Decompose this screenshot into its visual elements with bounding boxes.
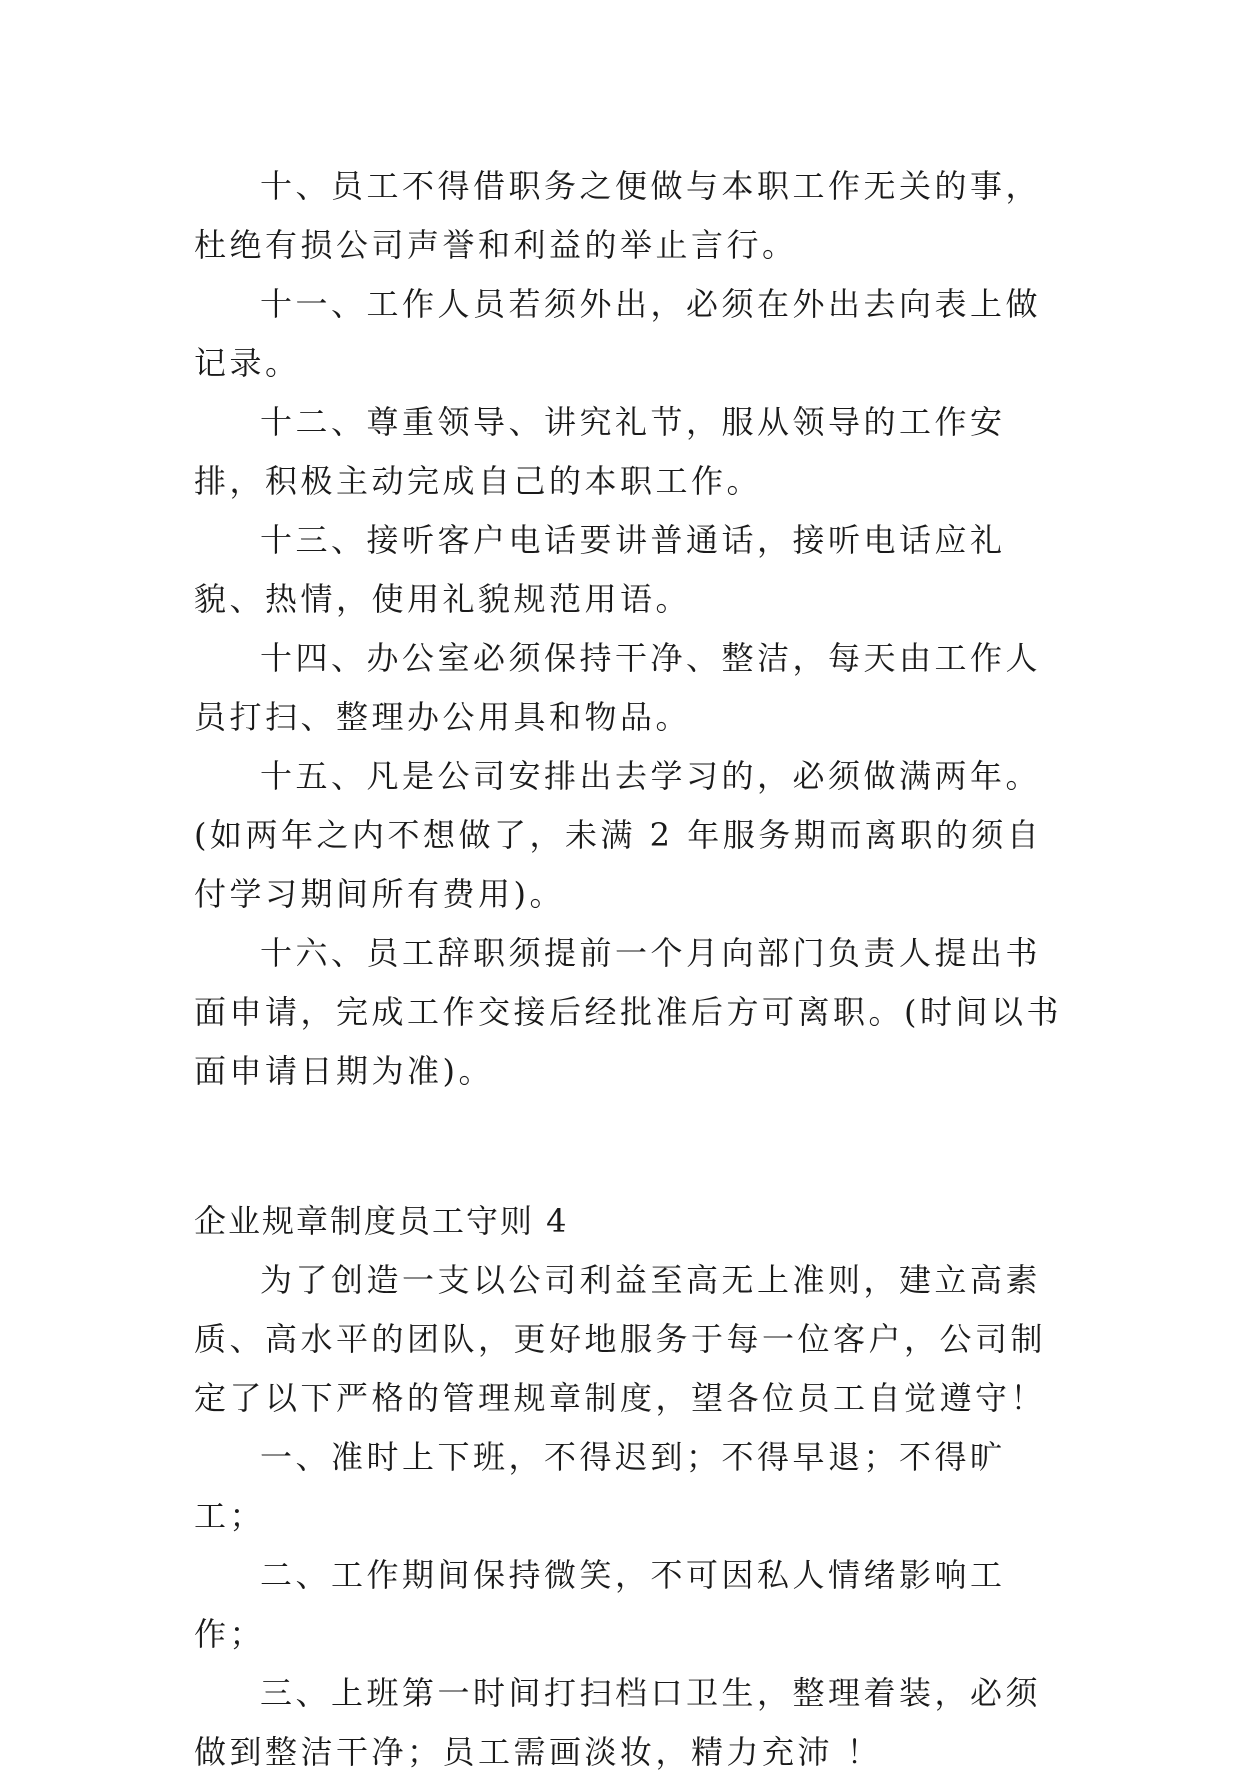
section-title: 企业规章制度员工守则 4 bbox=[194, 1202, 569, 1240]
rule-2-paragraph: 二、工作期间保持微笑，不可因私人情绪影响工作； bbox=[194, 1556, 1006, 1653]
intro-paragraph: 为了创造一支以公司利益至高无上准则，建立高素质、高水平的团队，更好地服务于每一位客户，公司制定了以下严格的管理规章制度，望各位员工自觉遵守！ bbox=[194, 1261, 1047, 1417]
rule-1-paragraph: 一、准时上下班，不得迟到；不得早退；不得旷工； bbox=[194, 1438, 1006, 1535]
document-body bbox=[194, 157, 1074, 1782]
rule-14-paragraph: 十四、办公室必须保持干净、整洁，每天由工作人员打扫、整理办公用具和物品。 bbox=[194, 639, 1042, 736]
rule-15-paragraph: 十五、凡是公司安排出去学习的，必须做满两年。(如两年之内不想做了，未满 2 年服务期而离职的须自付学习期间所有费用)。 bbox=[194, 757, 1043, 913]
rule-11-paragraph: 十一、工作人员若须外出，必须在外出去向表上做记录。 bbox=[194, 285, 1042, 382]
rule-13-paragraph: 十三、接听客户电话要讲普通话，接听电话应礼貌、热情，使用礼貌规范用语。 bbox=[194, 521, 1006, 618]
rule-10-paragraph: 十、员工不得借职务之便做与本职工作无关的事，杜绝有损公司声誉和利益的举止言行。 bbox=[194, 167, 1042, 264]
rule-16-paragraph: 十六、员工辞职须提前一个月向部门负责人提出书面申请，完成工作交接后经批准后方可离职。(时间以书面申请日期为准)。 bbox=[194, 934, 1062, 1090]
rule-3-paragraph: 三、上班第一时间打扫档口卫生，整理着装，必须做到整洁干净；员工需画淡妆，精力充沛 ！ bbox=[194, 1674, 1042, 1771]
rule-12-paragraph: 十二、尊重领导、讲究礼节，服从领导的工作安排，积极主动完成自己的本职工作。 bbox=[194, 403, 1006, 500]
